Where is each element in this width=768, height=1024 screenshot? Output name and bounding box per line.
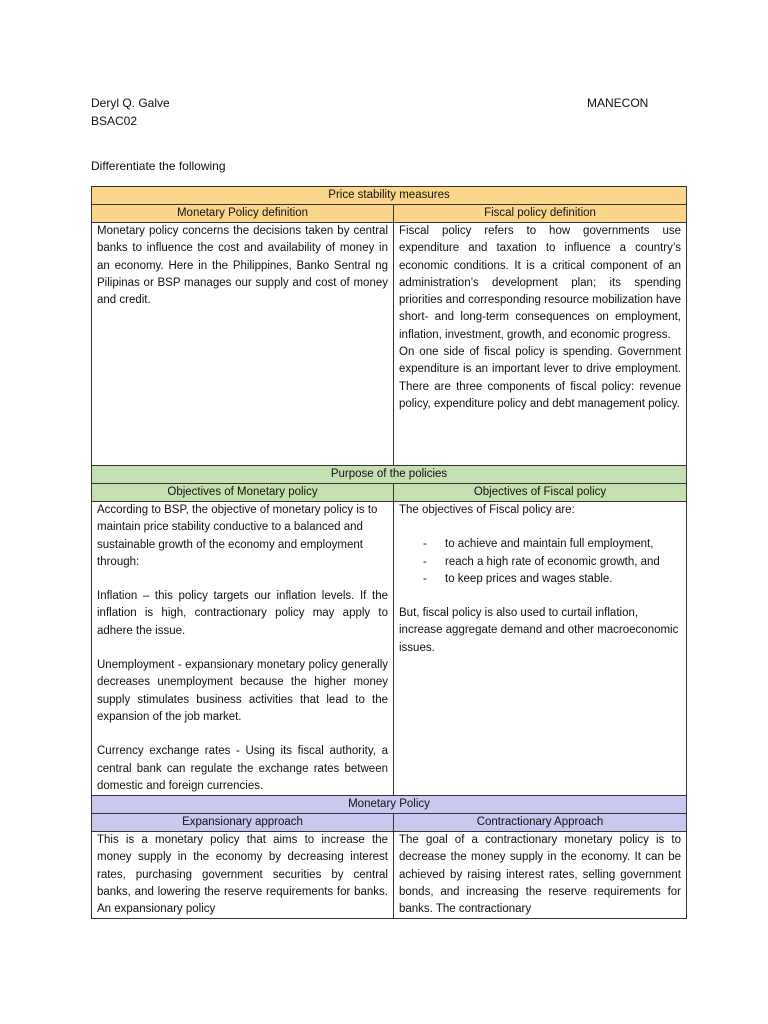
fiscal-objectives-list [399, 536, 681, 588]
monetary-definition-text: Monetary policy concerns the decisions taken by central banks to influence the cost and availability of money in an economy. Here in the Philippines, Banko Sentral ng Pilipinas or BSP manages our supply and cost of money and credit. [97, 225, 388, 307]
monetary-objective-inflation: Inflation – this policy targets our inflation levels. If the inflation is high, contractionary policy may apply to adhere the issue. [97, 590, 388, 637]
column-header-row [92, 814, 687, 832]
subject-code: MANECON [587, 96, 649, 110]
fiscal-definition-cell [394, 223, 687, 466]
fiscal-definition-text-1: Fiscal policy refers to how governments use expenditure and taxation to influence a country’s economic conditions. It is a critical component of an administration’s development plan; its spending priorities and corresponding resource mobilization have short- and long-term consequences on employment, inflation, investment, growth, and economic progress. [399, 225, 681, 341]
contractionary-text: The goal of a contractionary monetary policy is to decrease the money supply in the economy. It can be achieved by raising interest rates, selling government bonds, and increasing the reserve requirements for banks. The contractionary [399, 834, 681, 916]
fiscal-objectives-intro: The objectives of Fiscal policy are: [399, 504, 575, 516]
student-section: BSAC02 [91, 114, 138, 128]
fiscal-objectives-cell [394, 502, 687, 796]
header-monetary-definition: Monetary Policy definition [92, 205, 394, 223]
list-item: - to achieve and maintain full employment, [419, 536, 681, 553]
expansionary-text: This is a monetary policy that aims to increase the money supply in the economy by decreasing interest rates, purchasing government securities by central banks, and lowering the reserve requirements for banks. An expansionary policy [97, 834, 388, 916]
section-title-row [92, 466, 687, 484]
header-contractionary: Contractionary Approach [394, 814, 687, 832]
section-title-purpose: Purpose of the policies [92, 466, 687, 484]
monetary-definition-cell [92, 223, 394, 466]
list-item: - reach a high rate of economic growth, and [419, 554, 681, 571]
column-header-row [92, 205, 687, 223]
approach-row [92, 832, 687, 919]
comparison-table [91, 186, 687, 919]
instruction-text: Differentiate the following [91, 159, 226, 173]
monetary-objectives-intro: According to BSP, the objective of monetary policy is to maintain price stability conductive to a balanced and sustainable growth of the economy and employment through: [97, 504, 378, 568]
contractionary-cell [394, 832, 687, 919]
section-title-row [92, 796, 687, 814]
objectives-row [92, 502, 687, 796]
definition-row [92, 223, 687, 466]
fiscal-definition-text-2: On one side of fiscal policy is spending. Government expenditure is an important lever to drive employment. There are three components of fiscal policy: revenue policy, expenditure policy and debt management policy. [399, 346, 681, 410]
student-name: Deryl Q. Galve [91, 96, 170, 110]
header-fiscal-definition: Fiscal policy definition [394, 205, 687, 223]
header-expansionary: Expansionary approach [92, 814, 394, 832]
expansionary-cell [92, 832, 394, 919]
monetary-objective-currency: Currency exchange rates - Using its fiscal authority, a central bank can regulate the exchange rates between domestic and foreign currencies. [97, 745, 388, 792]
section-title-monetary-policy: Monetary Policy [92, 796, 687, 814]
column-header-row [92, 484, 687, 502]
monetary-objective-unemployment: Unemployment - expansionary monetary policy generally decreases unemployment because the higher money supply stimulates business activities that lead to the expansion of the job market. [97, 659, 388, 723]
section-title-row [92, 187, 687, 205]
header-fiscal-objectives: Objectives of Fiscal policy [394, 484, 687, 502]
list-item: - to keep prices and wages stable. [419, 571, 681, 588]
header-monetary-objectives: Objectives of Monetary policy [92, 484, 394, 502]
fiscal-objectives-closing: But, fiscal policy is also used to curtail inflation, increase aggregate demand and other macroeconomic issues. [399, 607, 679, 654]
monetary-objectives-cell [92, 502, 394, 796]
section-title-price-stability: Price stability measures [92, 187, 687, 205]
